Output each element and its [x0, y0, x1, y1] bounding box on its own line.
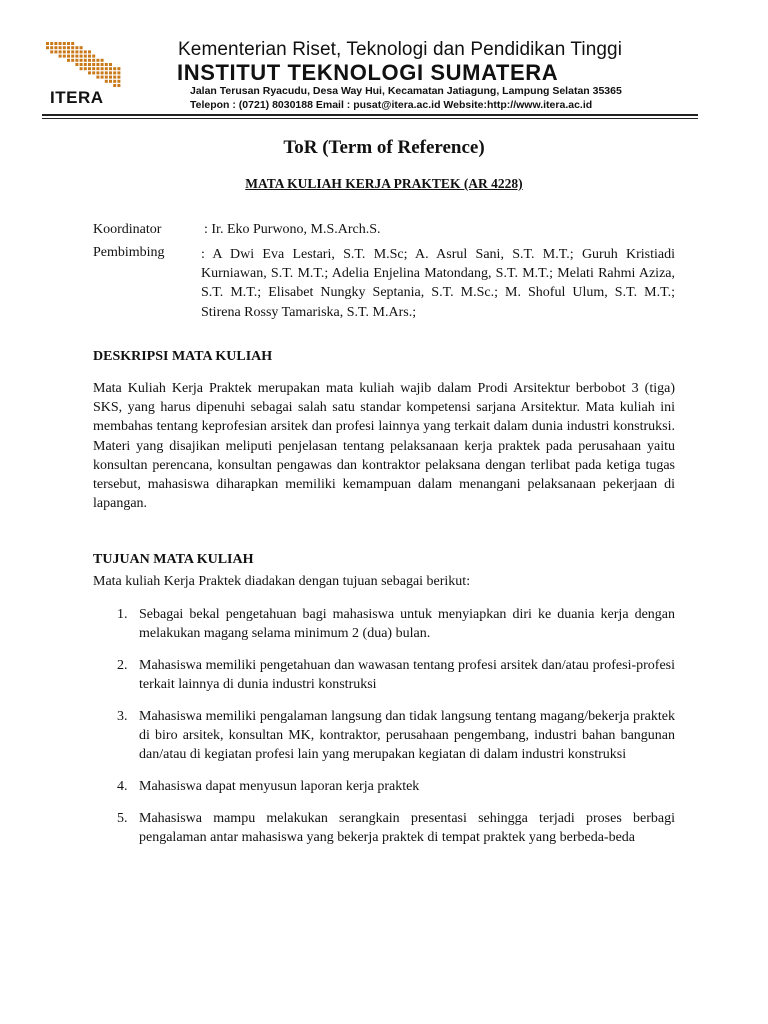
logo-dot [109, 63, 112, 66]
logo-dot [50, 42, 53, 45]
logo-dot [96, 63, 99, 66]
logo-dot [105, 76, 108, 79]
list-item-text: Mahasiswa memiliki pengetahuan dan wawasan tentang profesi arsitek dan/atau profesi-profesi terkait lainnya di dunia industri konstruksi [139, 657, 675, 693]
koordinator-label: Koordinator [93, 222, 162, 237]
logo-dot [96, 59, 99, 62]
list-item-number: 2. [117, 657, 128, 673]
goals-list [93, 605, 675, 860]
logo-dot [109, 76, 112, 79]
list-item-text: Mahasiswa dapat menyusun laporan kerja praktek [139, 778, 420, 794]
itera-logo-graphic [44, 40, 134, 90]
logo-dot [63, 55, 66, 58]
logo-dot [105, 63, 108, 66]
list-item-text: Mahasiswa memiliki pengalaman langsung dan tidak langsung tentang magang/bekerja praktek di biro arsitek, konsultan MK, kontraktor, perusahaan pengembang, industri bahan bangunan dan/atau di kegiatan profesi lain yang merupakan kegiatan di dalam industri konstruksi [139, 708, 675, 763]
list-item-number: 1. [117, 607, 128, 622]
logo-dot [96, 71, 99, 74]
logo-dot [105, 80, 108, 83]
logo-dot [96, 67, 99, 70]
list-item [93, 605, 675, 643]
logo-dot [63, 42, 66, 45]
deskripsi-paragraph: Mata Kuliah Kerja Praktek merupakan mata kuliah wajib dalam Prodi Arsitektur berbobot 3 (tiga) SKS, yang harus dipenuhi sebagai salah satu standar kompetensi sarjana Arsitektur. Mata kuliah ini membahas tentang keprofesian arsitek dan profesi lainnya yang terkait dalam dunia industri konstruksi. Materi yang disajikan meliputi penjelasan tentang pelaksanaan kerja praktek pada perusahaan yaitu konsultan perencana, konsultan pengawas dan kontraktor pelaksana dengan terlibat pada ketiga tugas tersebut, mahasiswa diharapkan memiliki kemampuan dalam menangani pelaksanaan pekerjaan di lapangan. [93, 381, 675, 512]
logo-dot [80, 55, 83, 58]
logo-dot [54, 42, 57, 45]
logo-dot [117, 71, 120, 74]
logo-dot [101, 63, 104, 66]
logo-dot [101, 71, 104, 74]
logo-dot [113, 84, 116, 87]
logo-dot [117, 76, 120, 79]
logo-dot [50, 46, 53, 49]
koordinator-value: : Ir. Eko Purwono, M.S.Arch.S. [204, 222, 381, 237]
logo-dot [84, 63, 87, 66]
ministry-name: Kementerian Riset, Teknologi dan Pendidikan Tinggi [178, 39, 623, 60]
logo-dot [67, 42, 70, 45]
logo-dot [105, 67, 108, 70]
logo-dot [80, 67, 83, 70]
logo-dot [92, 67, 95, 70]
logo-dot [71, 55, 74, 58]
logo-dot [63, 46, 66, 49]
pembimbing-label: Pembimbing [93, 245, 165, 260]
logo-dot [96, 76, 99, 79]
institute-name: INSTITUT TEKNOLOGI SUMATERA [177, 60, 559, 85]
logo-dot [67, 59, 70, 62]
tujuan-heading: TUJUAN MATA KULIAH [93, 552, 254, 567]
logo-dot [84, 50, 87, 53]
logo-text: ITERA [50, 88, 104, 107]
logo-dot [54, 46, 57, 49]
logo-dot [46, 42, 49, 45]
logo-dot [71, 42, 74, 45]
logo-dot [80, 59, 83, 62]
logo-dot [71, 46, 74, 49]
logo-dot [88, 59, 91, 62]
logo-dot [75, 50, 78, 53]
institute-address: Jalan Terusan Ryacudu, Desa Way Hui, Kecamatan Jatiagung, Lampung Selatan 35365 [190, 85, 622, 97]
logo-dot [80, 46, 83, 49]
deskripsi-heading: DESKRIPSI MATA KULIAH [93, 349, 273, 364]
header-rule-thin [42, 118, 698, 119]
pembimbing-value: : A Dwi Eva Lestari, S.T. M.Sc; A. Asrul Sani, S.T. M.T.; Guruh Kristiadi Kurniawan, S.T. M.T.; Adelia Enjelina Matondang, S.T. M.T.; Melati Rahmi Aziza, S.T. M.T.; Elisabet Nungky Septania, S.T. M.Sc.; M. Shoful Ulum, S.T. M.T.; Stirena Rossy Tamariska, S.T. M.Ars.; [201, 247, 675, 320]
logo-dot [75, 59, 78, 62]
logo-dot [88, 50, 91, 53]
list-item [93, 809, 675, 847]
logo-dot [105, 71, 108, 74]
logo-dot [84, 59, 87, 62]
logo-dot [59, 46, 62, 49]
logo-dot [117, 80, 120, 83]
logo-dot [113, 80, 116, 83]
logo-dot [80, 63, 83, 66]
logo-dot [67, 50, 70, 53]
logo-dot [113, 71, 116, 74]
logo-dot [101, 67, 104, 70]
logo-dot [117, 67, 120, 70]
list-item-text: Sebagai bekal pengetahuan bagi mahasiswa untuk menyiapkan diri ke duania kerja dengan melakukan magang selama minimum 2 (dua) bulan. [139, 607, 675, 642]
logo-dot [109, 80, 112, 83]
document-title: ToR (Term of Reference) [283, 137, 485, 158]
logo-dot [80, 50, 83, 53]
logo-dot [113, 67, 116, 70]
logo-dot [50, 50, 53, 53]
logo-dot [92, 63, 95, 66]
logo-dot [59, 42, 62, 45]
logo-dot [101, 76, 104, 79]
list-item [93, 777, 675, 796]
list-item-number: 5. [117, 810, 128, 826]
logo-dot [84, 67, 87, 70]
logo-dot [71, 50, 74, 53]
logo-dot [67, 46, 70, 49]
list-item-number: 3. [117, 708, 128, 724]
logo-dot [88, 71, 91, 74]
document-subtitle: MATA KULIAH KERJA PRAKTEK (AR 4228) [245, 176, 523, 191]
logo-dot [117, 84, 120, 87]
list-item [93, 707, 675, 765]
tujuan-intro: Mata kuliah Kerja Praktek diadakan dengan tujuan sebagai berikut: [93, 574, 471, 589]
header-rule-thick [42, 114, 698, 116]
list-item-text: Mahasiswa mampu melakukan serangkain presentasi sehingga terjadi proses berbagi pengalaman antar mahasiswa yang bekerja praktek di tempat praktek yang berbeda-beda [139, 810, 675, 845]
logo-dot [75, 55, 78, 58]
logo-dot [92, 55, 95, 58]
logo-dot [88, 55, 91, 58]
logo-dot [113, 76, 116, 79]
logo-dot [75, 46, 78, 49]
logo-dot [101, 59, 104, 62]
logo-dot [92, 59, 95, 62]
logo-dot [109, 71, 112, 74]
institute-contact: Telepon : (0721) 8030188 Email : pusat@itera.ac.id Website:http://www.itera.ac.id [190, 99, 593, 111]
list-item-number: 4. [117, 778, 128, 794]
logo-dot [71, 59, 74, 62]
logo-dot [84, 55, 87, 58]
logo-dot [46, 46, 49, 49]
logo-dot [75, 63, 78, 66]
logo-dot [88, 63, 91, 66]
logo-dot [63, 50, 66, 53]
logo-dot [54, 50, 57, 53]
logo-dot [59, 55, 62, 58]
logo-dot [92, 71, 95, 74]
logo-dot [67, 55, 70, 58]
logo-dot [88, 67, 91, 70]
logo-dot [59, 50, 62, 53]
logo-dot [109, 67, 112, 70]
list-item [93, 656, 675, 694]
